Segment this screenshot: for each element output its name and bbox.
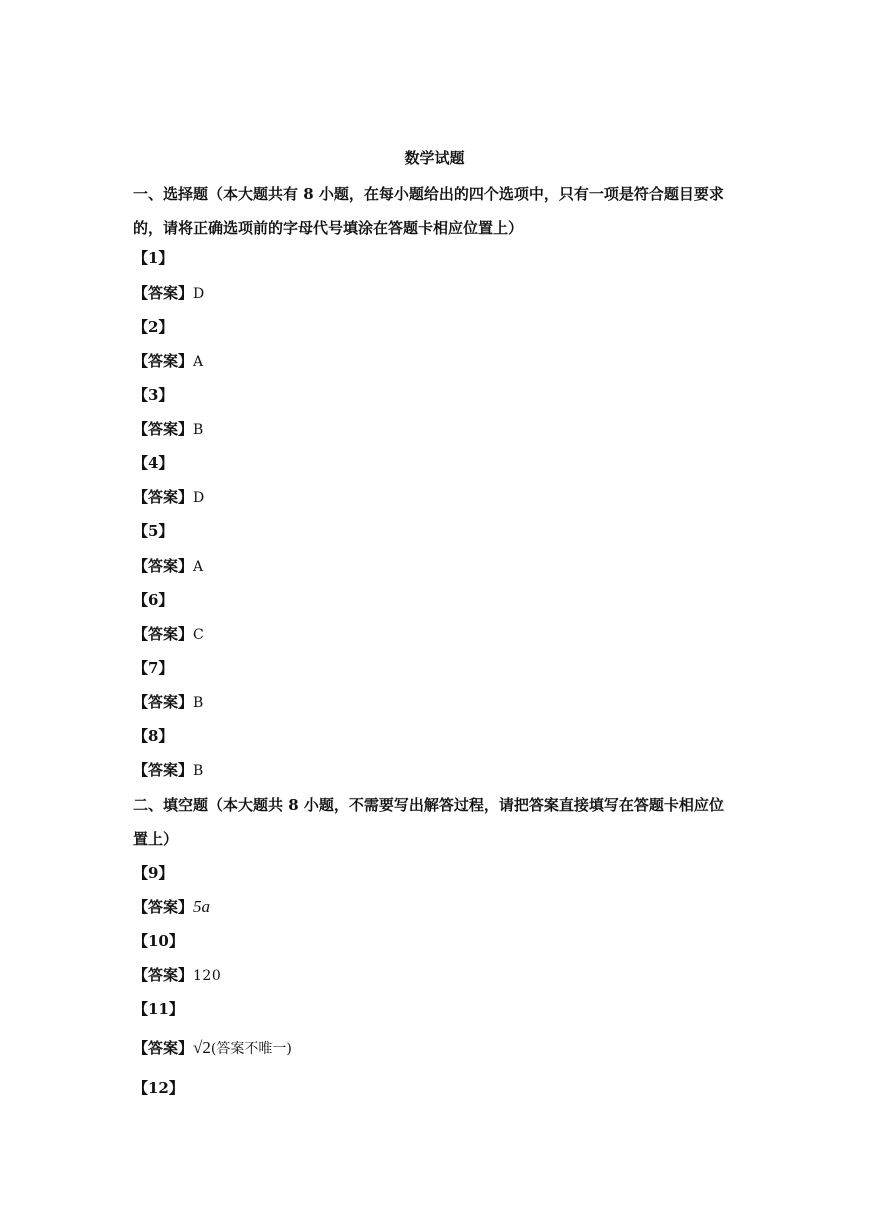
answer-row bbox=[133, 897, 210, 917]
answer-value: B bbox=[193, 422, 204, 438]
answer-value: B bbox=[193, 695, 204, 711]
answer-value: C bbox=[193, 627, 205, 643]
question-number: 【8】 bbox=[133, 727, 174, 745]
answer-row bbox=[133, 692, 204, 713]
answer-label: 【答案】 bbox=[133, 966, 194, 984]
answer-label: 【答案】 bbox=[133, 488, 194, 506]
question-number: 【7】 bbox=[133, 659, 174, 677]
page-title: 数学试题 bbox=[404, 149, 465, 167]
answer-label: 【答案】 bbox=[133, 1039, 194, 1057]
answer-row bbox=[133, 624, 204, 645]
answer-row bbox=[133, 760, 204, 781]
answer-label: 【答案】 bbox=[133, 898, 194, 916]
answer-note: (答案不唯一) bbox=[210, 1041, 292, 1057]
answer-row bbox=[133, 419, 204, 440]
answer-row bbox=[133, 965, 221, 986]
answer-label: 【答案】 bbox=[133, 693, 194, 711]
answer-value: B bbox=[193, 763, 204, 779]
answer-value: D bbox=[193, 286, 205, 302]
answer-label: 【答案】 bbox=[133, 557, 194, 575]
question-number: 【3】 bbox=[133, 386, 174, 404]
answer-label: 【答案】 bbox=[133, 761, 194, 779]
answer-row bbox=[133, 1038, 292, 1059]
answer-value: D bbox=[193, 490, 205, 506]
question-number: 【12】 bbox=[133, 1079, 184, 1097]
section2-heading-line1: 二、填空题（本大题共 8 小题，不需要写出解答过程，请把答案直接填写在答题卡相应位 bbox=[133, 796, 724, 814]
answer-row bbox=[133, 283, 205, 304]
answer-row bbox=[133, 556, 204, 577]
question-number: 【5】 bbox=[133, 522, 174, 540]
question-number: 【4】 bbox=[133, 454, 174, 472]
answer-value: 5a bbox=[193, 897, 211, 916]
answer-row bbox=[133, 487, 205, 508]
question-number: 【1】 bbox=[133, 249, 174, 267]
question-number: 【9】 bbox=[133, 864, 174, 882]
answer-value: 120 bbox=[193, 968, 222, 984]
answer-label: 【答案】 bbox=[133, 420, 194, 438]
answer-value: A bbox=[193, 559, 204, 575]
section1-heading-line1: 一、选择题（本大题共有 8 小题，在每小题给出的四个选项中，只有一项是符合题目要求 bbox=[133, 185, 724, 203]
answer-value: A bbox=[193, 354, 204, 370]
question-number: 【2】 bbox=[133, 318, 174, 336]
answer-label: 【答案】 bbox=[133, 625, 194, 643]
answer-row bbox=[133, 351, 204, 372]
question-number: 【11】 bbox=[133, 1000, 184, 1018]
section2-heading-line2: 置上） bbox=[133, 830, 179, 848]
question-number: 【10】 bbox=[133, 932, 184, 950]
answer-label: 【答案】 bbox=[133, 352, 194, 370]
answer-label: 【答案】 bbox=[133, 284, 194, 302]
section1-heading-line2: 的，请将正确选项前的字母代号填涂在答题卡相应位置上） bbox=[133, 219, 524, 237]
sqrt-answer: √2 bbox=[193, 1038, 211, 1057]
question-number: 【6】 bbox=[133, 591, 174, 609]
